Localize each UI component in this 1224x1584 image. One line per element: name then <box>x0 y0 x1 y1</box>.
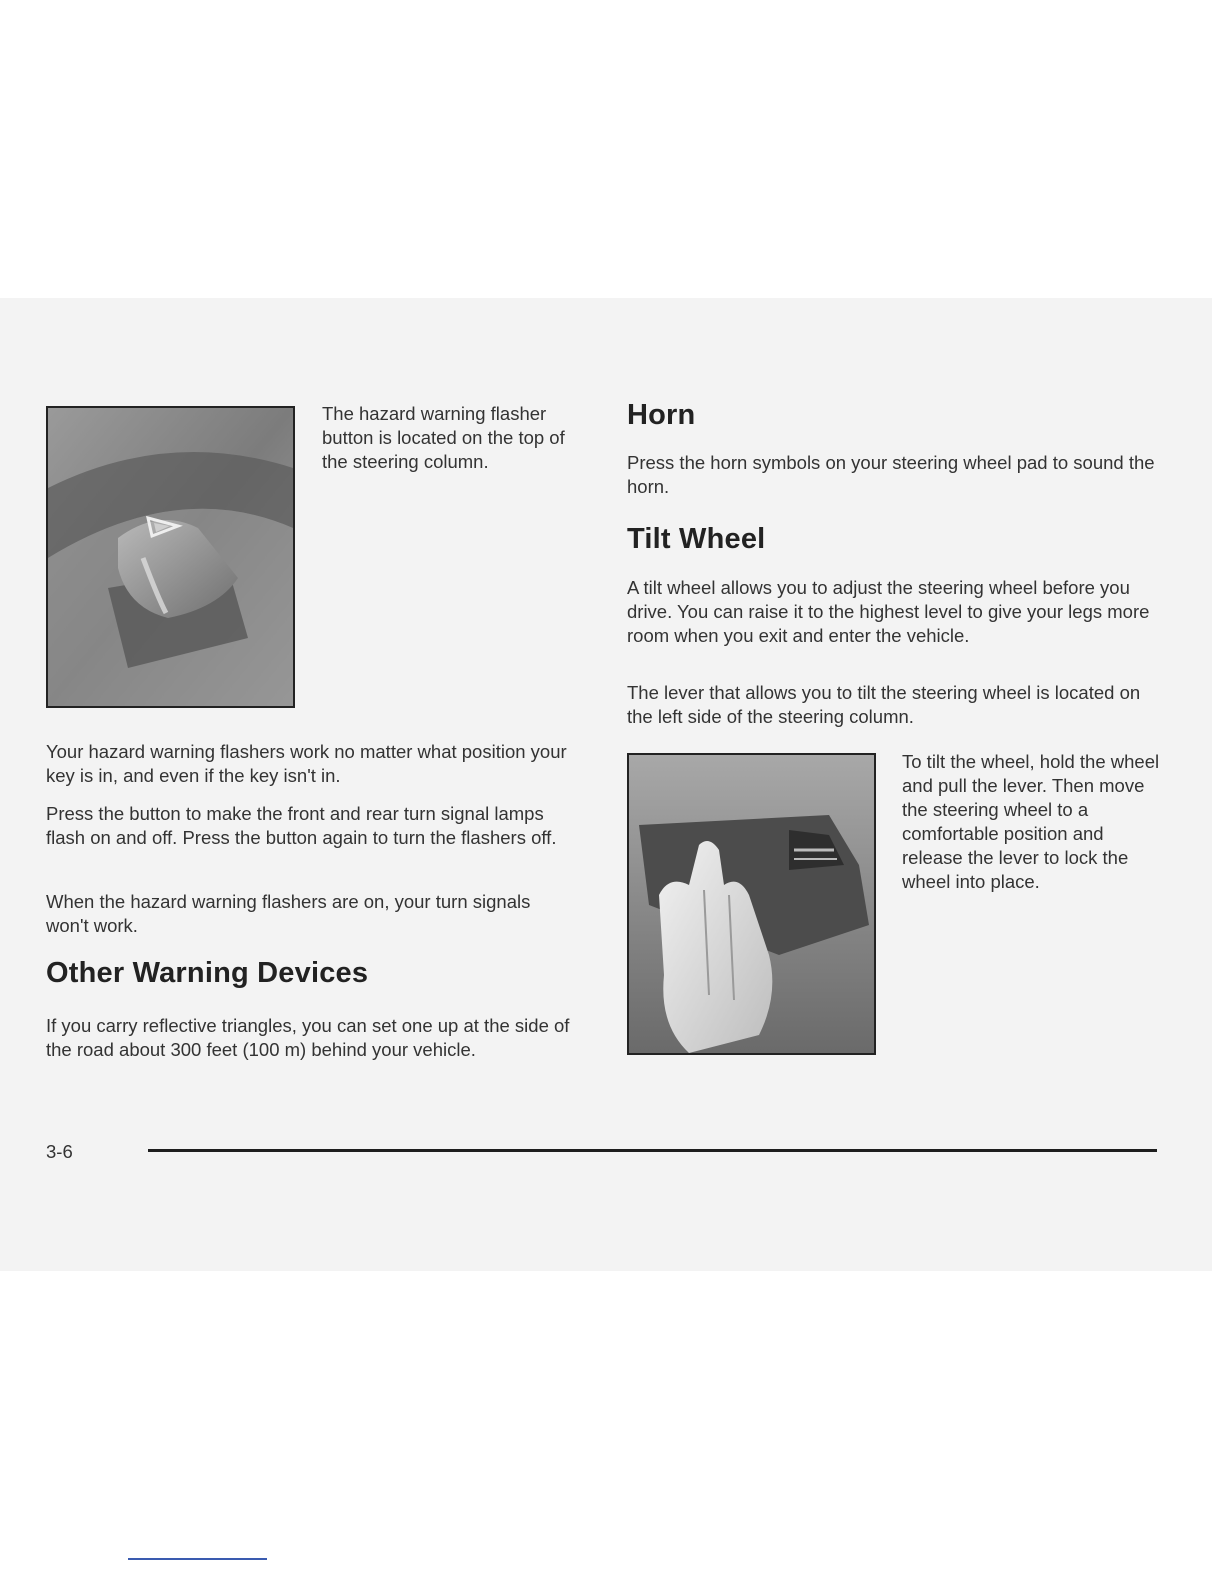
footer-rule <box>148 1149 1157 1152</box>
hazard-button-photo <box>46 406 295 708</box>
bottom-link-underline[interactable] <box>128 1558 267 1560</box>
page-number: 3-6 <box>46 1141 73 1162</box>
tilt-lever-caption: To tilt the wheel, hold the wheel and pull the lever. Then move the steering wheel to a comfortable position and release the lever to lock the wheel into place. <box>902 751 1160 892</box>
tilt-wheel-paragraph-2: The lever that allows you to tilt the steering wheel is located on the left side of the steering column. <box>627 682 1141 727</box>
tilt-lever-photo <box>627 753 876 1055</box>
tilt-wheel-heading: Tilt Wheel <box>627 523 766 555</box>
hazard-paragraph-2: Press the button to make the front and rear turn signal lamps flash on and off. Press the button again to turn the flashers off. <box>46 803 557 848</box>
tilt-wheel-paragraph-1: A tilt wheel allows you to adjust the steering wheel before you drive. You can raise it to the highest level to give your legs more room when you exit and enter the vehicle. <box>627 577 1150 646</box>
other-warning-text: If you carry reflective triangles, you can set one up at the side of the road about 300 feet (100 m) behind your vehicle. <box>46 1015 570 1060</box>
horn-text: Press the horn symbols on your steering wheel pad to sound the horn. <box>627 452 1155 497</box>
other-warning-heading: Other Warning Devices <box>46 957 369 989</box>
hazard-paragraph-3: When the hazard warning flashers are on, your turn signals won't work. <box>46 891 531 936</box>
horn-heading: Horn <box>627 399 696 431</box>
hazard-paragraph-1: Your hazard warning flashers work no matter what position your key is in, and even if the key isn't in. <box>46 741 567 786</box>
tilt-lever-illustration <box>629 755 874 1053</box>
hazard-photo-caption: The hazard warning flasher button is located on the top of the steering column. <box>322 403 565 472</box>
hazard-button-illustration <box>48 408 293 706</box>
